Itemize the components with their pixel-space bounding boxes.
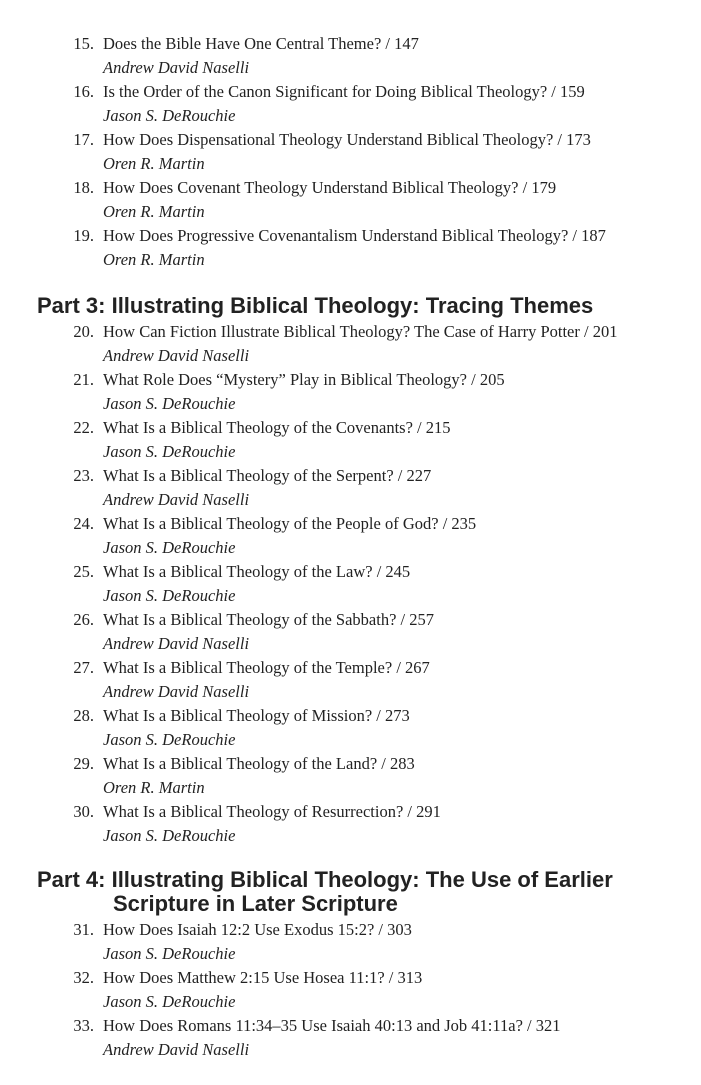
entry-author: Jason S. DeRouchie — [103, 442, 236, 461]
entry-title: Does the Bible Have One Central Theme? / 147 — [103, 34, 419, 53]
part-4-heading — [37, 868, 613, 916]
entry-number: 25. — [73, 562, 94, 581]
toc-entry[interactable] — [0, 464, 701, 512]
entry-number: 30. — [73, 802, 94, 821]
entry-author: Oren R. Martin — [103, 154, 205, 173]
entry-number: 27. — [73, 658, 94, 677]
toc-entry[interactable] — [0, 704, 701, 752]
toc-entry[interactable] — [0, 416, 701, 464]
entry-title: What Is a Biblical Theology of Mission? / 273 — [103, 706, 410, 725]
toc-entry[interactable] — [0, 80, 701, 128]
entry-author: Jason S. DeRouchie — [103, 730, 236, 749]
part-4-heading-line-1: Part 4: Illustrating Biblical Theology: The Use of Earlier — [37, 867, 613, 892]
entry-author: Andrew David Naselli — [103, 346, 250, 365]
toc-entry[interactable] — [0, 128, 701, 176]
entry-title: How Does Isaiah 12:2 Use Exodus 15:2? / 303 — [103, 920, 412, 939]
toc-entry[interactable] — [0, 918, 701, 966]
entry-number: 20. — [73, 322, 94, 341]
toc-entry[interactable] — [0, 656, 701, 704]
entry-author: Jason S. DeRouchie — [103, 538, 236, 557]
toc-entry[interactable] — [0, 752, 701, 800]
entry-title: What Is a Biblical Theology of the Temple? / 267 — [103, 658, 430, 677]
entry-author: Jason S. DeRouchie — [103, 586, 236, 605]
entry-author: Jason S. DeRouchie — [103, 944, 236, 963]
toc-entry[interactable] — [0, 176, 701, 224]
entry-title: How Can Fiction Illustrate Biblical Theology? The Case of Harry Potter / 201 — [103, 322, 618, 341]
toc-list-part-4 — [0, 918, 701, 1062]
toc-list-part-3 — [0, 320, 701, 848]
toc-entry[interactable] — [0, 800, 701, 848]
entry-number: 26. — [73, 610, 94, 629]
entry-number: 31. — [73, 920, 94, 939]
entry-title: Is the Order of the Canon Significant for Doing Biblical Theology? / 159 — [103, 82, 585, 101]
entry-title: How Does Romans 11:34–35 Use Isaiah 40:13 and Job 41:11a? / 321 — [103, 1016, 561, 1035]
toc-entry[interactable] — [0, 32, 701, 80]
toc-entry[interactable] — [0, 966, 701, 1014]
entry-author: Andrew David Naselli — [103, 1040, 250, 1059]
entry-title: What Is a Biblical Theology of the Sabbath? / 257 — [103, 610, 434, 629]
entry-title: What Is a Biblical Theology of the Serpent? / 227 — [103, 466, 432, 485]
part-3-heading: Part 3: Illustrating Biblical Theology: Tracing Themes — [37, 293, 594, 318]
toc-list-part-2-continued — [0, 32, 701, 272]
toc-entry[interactable] — [0, 320, 701, 368]
entry-title: How Does Covenant Theology Understand Biblical Theology? / 179 — [103, 178, 557, 197]
entry-title: What Is a Biblical Theology of the Land? / 283 — [103, 754, 415, 773]
entry-number: 18. — [73, 178, 94, 197]
entry-title: What Is a Biblical Theology of the Law? / 245 — [103, 562, 411, 581]
entry-number: 29. — [73, 754, 94, 773]
entry-author: Andrew David Naselli — [103, 490, 250, 509]
toc-entry[interactable] — [0, 560, 701, 608]
entry-number: 22. — [73, 418, 94, 437]
entry-number: 21. — [73, 370, 94, 389]
toc-entry[interactable] — [0, 368, 701, 416]
entry-author: Oren R. Martin — [103, 778, 205, 797]
entry-number: 24. — [73, 514, 94, 533]
entry-number: 15. — [73, 34, 94, 53]
entry-number: 28. — [73, 706, 94, 725]
entry-title: How Does Dispensational Theology Understand Biblical Theology? / 173 — [103, 130, 591, 149]
entry-number: 33. — [73, 1016, 94, 1035]
entry-number: 16. — [73, 82, 94, 101]
entry-author: Jason S. DeRouchie — [103, 992, 236, 1011]
entry-number: 23. — [73, 466, 94, 485]
toc-entry[interactable] — [0, 608, 701, 656]
entry-author: Jason S. DeRouchie — [103, 106, 236, 125]
entry-author: Oren R. Martin — [103, 250, 205, 269]
toc-entry[interactable] — [0, 512, 701, 560]
part-4-heading-line-2: Scripture in Later Scripture — [113, 891, 398, 916]
entry-title: How Does Matthew 2:15 Use Hosea 11:1? / 313 — [103, 968, 423, 987]
entry-title: How Does Progressive Covenantalism Understand Biblical Theology? / 187 — [103, 226, 606, 245]
toc-entry[interactable] — [0, 1014, 701, 1062]
entry-number: 32. — [73, 968, 94, 987]
entry-author: Jason S. DeRouchie — [103, 394, 236, 413]
entry-title: What Is a Biblical Theology of Resurrection? / 291 — [103, 802, 441, 821]
entry-author: Andrew David Naselli — [103, 634, 250, 653]
entry-title: What Role Does “Mystery” Play in Biblical Theology? / 205 — [103, 370, 505, 389]
entry-author: Oren R. Martin — [103, 202, 205, 221]
toc-entry[interactable] — [0, 224, 701, 272]
entry-author: Andrew David Naselli — [103, 58, 250, 77]
entry-author: Andrew David Naselli — [103, 682, 250, 701]
entry-number: 17. — [73, 130, 94, 149]
entry-title: What Is a Biblical Theology of the Covenants? / 215 — [103, 418, 451, 437]
entry-title: What Is a Biblical Theology of the People of God? / 235 — [103, 514, 477, 533]
entry-author: Jason S. DeRouchie — [103, 826, 236, 845]
entry-number: 19. — [73, 226, 94, 245]
